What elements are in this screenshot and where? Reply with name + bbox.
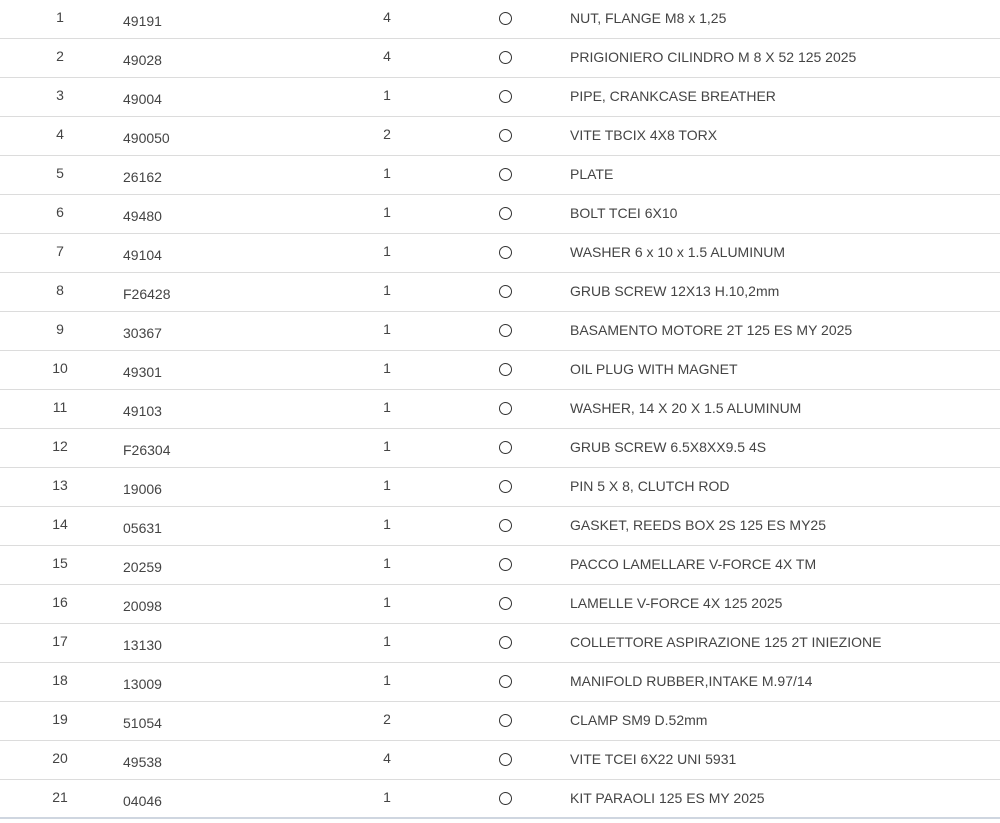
row-number: 11: [52, 399, 68, 415]
select-cell: [499, 546, 513, 585]
select-cell: [499, 39, 513, 78]
select-radio[interactable]: [499, 285, 512, 298]
select-radio[interactable]: [499, 90, 512, 103]
table-row: [0, 663, 1000, 702]
select-cell: [499, 741, 513, 780]
part-description: BASAMENTO MOTORE 2T 125 ES MY 2025: [570, 322, 853, 338]
part-code: 51054: [123, 715, 162, 731]
select-radio[interactable]: [499, 558, 512, 571]
select-radio[interactable]: [499, 792, 512, 805]
table-row: [0, 156, 1000, 195]
row-number: 4: [56, 126, 64, 142]
row-number: 3: [56, 87, 64, 103]
part-description: PIPE, CRANKCASE BREATHER: [570, 88, 776, 104]
part-code: 49480: [123, 208, 162, 224]
select-radio[interactable]: [499, 753, 512, 766]
part-description: GRUB SCREW 12X13 H.10,2mm: [570, 283, 780, 299]
row-number: 2: [56, 48, 64, 64]
part-quantity: 1: [383, 789, 391, 805]
select-radio[interactable]: [499, 402, 512, 415]
table-row: [0, 585, 1000, 624]
part-description: GASKET, REEDS BOX 2S 125 ES MY25: [570, 517, 826, 533]
part-description: VITE TBCIX 4X8 TORX: [570, 127, 718, 143]
part-quantity: 1: [383, 477, 391, 493]
part-description: WASHER, 14 X 20 X 1.5 ALUMINUM: [570, 400, 802, 416]
part-code: 20259: [123, 559, 162, 575]
part-quantity: 1: [383, 555, 391, 571]
part-code: 05631: [123, 520, 162, 536]
part-description: BOLT TCEI 6X10: [570, 205, 678, 221]
select-radio[interactable]: [499, 441, 512, 454]
part-description: COLLETTORE ASPIRAZIONE 125 2T INIEZIONE: [570, 634, 882, 650]
table-row: [0, 234, 1000, 273]
row-number: 13: [52, 477, 68, 493]
row-number: 5: [56, 165, 64, 181]
select-radio[interactable]: [499, 12, 512, 25]
select-cell: [499, 507, 513, 546]
part-quantity: 1: [383, 399, 391, 415]
row-number: 12: [52, 438, 68, 454]
select-radio[interactable]: [499, 246, 512, 259]
table-row: [0, 624, 1000, 663]
table-row: [0, 702, 1000, 741]
row-number: 7: [56, 243, 64, 259]
part-code: F26304: [123, 442, 171, 458]
part-code: 49104: [123, 247, 162, 263]
part-quantity: 1: [383, 87, 391, 103]
part-quantity: 2: [383, 711, 391, 727]
part-description: VITE TCEI 6X22 UNI 5931: [570, 751, 737, 767]
part-description: PACCO LAMELLARE V-FORCE 4X TM: [570, 556, 817, 572]
part-description: WASHER 6 x 10 x 1.5 ALUMINUM: [570, 244, 785, 260]
row-number: 8: [56, 282, 64, 298]
select-radio[interactable]: [499, 207, 512, 220]
select-cell: [499, 429, 513, 468]
select-cell: [499, 390, 513, 429]
select-cell: [499, 117, 513, 156]
part-description: NUT, FLANGE M8 x 1,25: [570, 10, 727, 26]
row-number: 19: [52, 711, 68, 727]
select-cell: [499, 663, 513, 702]
part-description: GRUB SCREW 6.5X8XX9.5 4S: [570, 439, 767, 455]
table-row: [0, 117, 1000, 156]
table-row: [0, 195, 1000, 234]
part-quantity: 4: [383, 750, 391, 766]
select-radio[interactable]: [499, 51, 512, 64]
part-code: 13130: [123, 637, 162, 653]
part-quantity: 4: [383, 9, 391, 25]
select-cell: [499, 273, 513, 312]
part-description: LAMELLE V-FORCE 4X 125 2025: [570, 595, 783, 611]
row-number: 16: [52, 594, 68, 610]
row-number: 18: [52, 672, 68, 688]
part-code: 13009: [123, 676, 162, 692]
select-radio[interactable]: [499, 129, 512, 142]
part-code: 49191: [123, 13, 162, 29]
table-row: [0, 468, 1000, 507]
part-quantity: 1: [383, 438, 391, 454]
part-code: 49301: [123, 364, 162, 380]
part-code: 49103: [123, 403, 162, 419]
table-row: [0, 0, 1000, 39]
part-quantity: 1: [383, 594, 391, 610]
part-quantity: 1: [383, 672, 391, 688]
part-description: PRIGIONIERO CILINDRO M 8 X 52 125 2025: [570, 49, 857, 65]
row-number: 21: [52, 789, 68, 805]
part-quantity: 1: [383, 516, 391, 532]
row-number: 15: [52, 555, 68, 571]
select-radio[interactable]: [499, 168, 512, 181]
table-row: [0, 351, 1000, 390]
select-cell: [499, 351, 513, 390]
part-description: KIT PARAOLI 125 ES MY 2025: [570, 790, 765, 806]
row-number: 1: [56, 9, 64, 25]
table-row: [0, 78, 1000, 117]
select-cell: [499, 156, 513, 195]
part-quantity: 1: [383, 321, 391, 337]
part-description: PLATE: [570, 166, 614, 182]
table-row: [0, 429, 1000, 468]
part-code: F26428: [123, 286, 171, 302]
row-number: 6: [56, 204, 64, 220]
part-code: 30367: [123, 325, 162, 341]
part-description: PIN 5 X 8, CLUTCH ROD: [570, 478, 730, 494]
part-code: 19006: [123, 481, 162, 497]
select-radio[interactable]: [499, 324, 512, 337]
part-quantity: 4: [383, 48, 391, 64]
row-number: 9: [56, 321, 64, 337]
select-radio[interactable]: [499, 597, 512, 610]
row-number: 10: [52, 360, 68, 376]
table-row: [0, 507, 1000, 546]
part-code: 49538: [123, 754, 162, 770]
table-row: [0, 39, 1000, 78]
table-row: [0, 273, 1000, 312]
row-number: 20: [52, 750, 68, 766]
select-cell: [499, 780, 513, 819]
part-code: 20098: [123, 598, 162, 614]
part-description: OIL PLUG WITH MAGNET: [570, 361, 738, 377]
select-radio[interactable]: [499, 636, 512, 649]
table-row: [0, 546, 1000, 585]
select-cell: [499, 78, 513, 117]
part-code: 490050: [123, 130, 170, 146]
table-row: [0, 312, 1000, 351]
part-code: 04046: [123, 793, 162, 809]
part-description: CLAMP SM9 D.52mm: [570, 712, 708, 728]
select-cell: [499, 624, 513, 663]
select-radio[interactable]: [499, 519, 512, 532]
select-cell: [499, 234, 513, 273]
table-row: [0, 390, 1000, 429]
part-quantity: 1: [383, 633, 391, 649]
part-quantity: 1: [383, 204, 391, 220]
part-code: 49028: [123, 52, 162, 68]
select-radio[interactable]: [499, 714, 512, 727]
part-quantity: 1: [383, 360, 391, 376]
select-radio[interactable]: [499, 363, 512, 376]
select-cell: [499, 312, 513, 351]
select-cell: [499, 0, 513, 39]
row-number: 14: [52, 516, 68, 532]
part-quantity: 2: [383, 126, 391, 142]
select-cell: [499, 585, 513, 624]
select-radio[interactable]: [499, 480, 512, 493]
select-radio[interactable]: [499, 675, 512, 688]
table-row: [0, 741, 1000, 780]
part-code: 26162: [123, 169, 162, 185]
select-cell: [499, 468, 513, 507]
part-description: MANIFOLD RUBBER,INTAKE M.97/14: [570, 673, 813, 689]
select-cell: [499, 195, 513, 234]
row-number: 17: [52, 633, 68, 649]
select-cell: [499, 702, 513, 741]
part-quantity: 1: [383, 282, 391, 298]
part-quantity: 1: [383, 243, 391, 259]
part-quantity: 1: [383, 165, 391, 181]
part-code: 49004: [123, 91, 162, 107]
table-row: [0, 780, 1000, 819]
